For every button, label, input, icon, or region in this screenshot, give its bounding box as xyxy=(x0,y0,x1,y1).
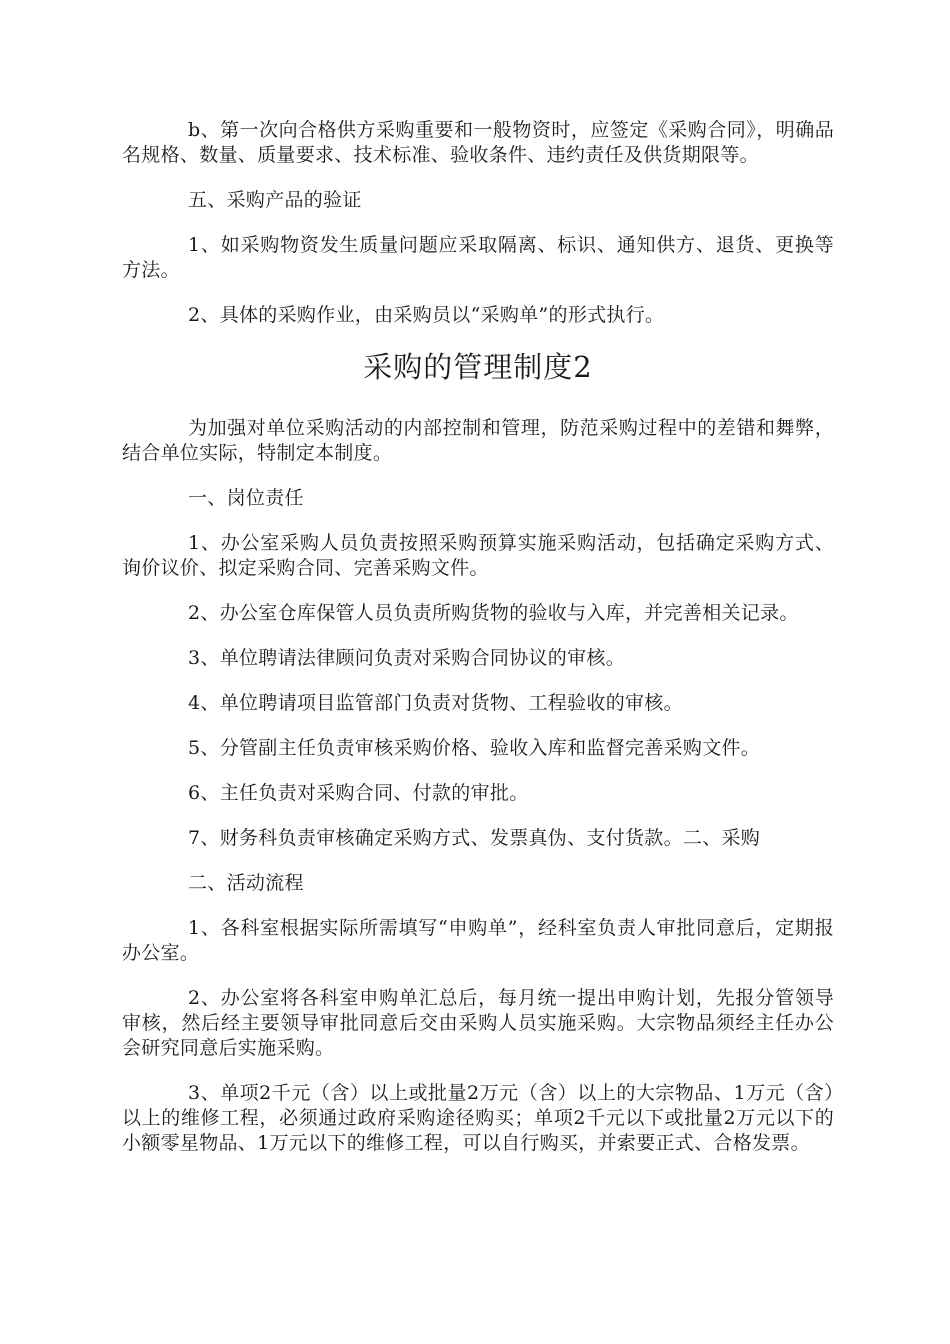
paragraph-intro: 为加强对单位采购活动的内部控制和管理，防范采购过程中的差错和舞弊，结合单位实际，特制定本制度。 xyxy=(122,417,834,464)
paragraph-contract-requirement: b、第一次向合格供方采购重要和一般物资时，应签定《采购合同》，明确品名规格、数量、质量要求、技术标准、验收条件、违约责任及供货期限等。 xyxy=(122,119,834,166)
paragraph-process-3: 3、单项2千元（含）以上或批量2万元（含）以上的大宗物品、1万元（含）以上的维修工程，必须通过政府采购途径购买；单项2千元以下或批量2万元以下的小额零星物品、1万元以下的维修工程，可以自行购买，并索要正式、合格发票。 xyxy=(122,1082,834,1154)
paragraph-quality-issue: 1、如采购物资发生质量问题应采取隔离、标识、通知供方、退货、更换等方法。 xyxy=(122,234,834,281)
paragraph-duty-5: 5、分管副主任负责审核采购价格、验收入库和监督完善采购文件。 xyxy=(188,737,761,759)
paragraph-process-2: 2、办公室将各科室申购单汇总后，每月统一提出申购计划，先报分管领导审核，然后经主要领导审批同意后交由采购人员实施采购。大宗物品须经主任办公会研究同意后实施采购。 xyxy=(122,987,834,1059)
paragraph-duty-3: 3、单位聘请法律顾问负责对采购合同协议的审核。 xyxy=(188,647,625,669)
document-title: 采购的管理制度2 xyxy=(363,350,593,384)
paragraph-duty-4: 4、单位聘请项目监管部门负责对货物、工程验收的审核。 xyxy=(188,692,683,714)
paragraph-duty-1: 1、办公室采购人员负责按照采购预算实施采购活动，包括确定采购方式、询价议价、拟定采购合同、完善采购文件。 xyxy=(122,532,834,579)
section-heading-verification: 五、采购产品的验证 xyxy=(188,189,362,211)
paragraph-process-1: 1、各科室根据实际所需填写“申购单”，经科室负责人审批同意后，定期报办公室。 xyxy=(122,917,834,964)
section-heading-process: 二、活动流程 xyxy=(188,872,304,894)
section-heading-responsibility: 一、岗位责任 xyxy=(188,487,304,509)
paragraph-duty-2: 2、办公室仓库保管人员负责所购货物的验收与入库，并完善相关记录。 xyxy=(188,602,799,624)
paragraph-duty-7: 7、财务科负责审核确定采购方式、发票真伪、支付货款。二、采购 xyxy=(188,827,761,849)
paragraph-duty-6: 6、主任负责对采购合同、付款的审批。 xyxy=(188,782,529,804)
document-body xyxy=(122,118,834,1176)
paragraph-purchase-order: 2、具体的采购作业，由采购员以“采购单”的形式执行。 xyxy=(188,304,665,326)
